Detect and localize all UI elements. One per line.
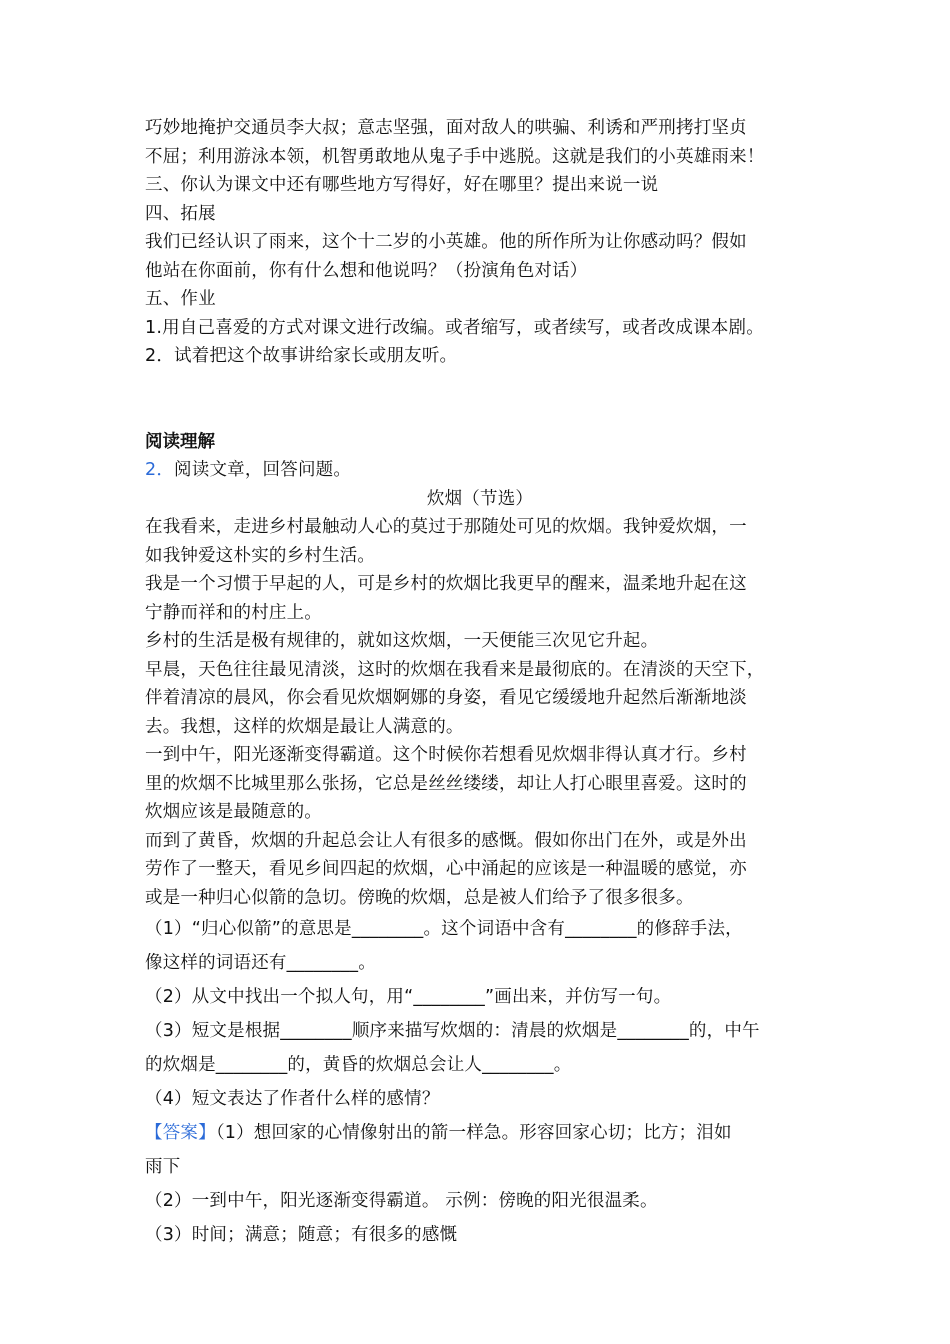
answer-tag: 【答案】: [145, 1123, 216, 1143]
answer-line: （3）时间；满意；随意；有很多的感慨: [145, 1225, 458, 1245]
sub-question: （1）“归心似箭”的意思是________。这个词语中含有________的修辞手法，: [145, 919, 743, 939]
answer-line: [145, 1116, 815, 1150]
article-line: 炊烟应该是最随意的。: [145, 802, 322, 822]
answer-text: （1）想回家的心情像射出的箭一样急。形容回家心切；比方；泪如: [215, 1123, 732, 1143]
article-line: 或是一种归心似箭的急切。傍晚的炊烟，总是被人们给予了很多很多。: [145, 887, 694, 908]
text-line: 不屈；利用游泳本领，机智勇敢地从鬼子手中逃脱。这就是我们的小英雄雨来！: [145, 146, 765, 167]
article-line: 在我看来，走进乡村最触动人心的莫过于那随处可见的炊烟。我钟爱炊烟，一: [145, 517, 747, 537]
answer-line: （2）一到中午，阳光逐渐变得霸道。 示例：傍晚的阳光很温柔。: [145, 1191, 658, 1211]
reading-heading: 阅读理解: [145, 431, 215, 452]
article-title: 炊烟（节选）: [426, 488, 534, 509]
question-number: 2．: [145, 460, 175, 480]
section-title: 五、作业: [145, 289, 216, 309]
answer-block: [145, 1116, 815, 1252]
text-line: 我们已经认识了雨来，这个十二岁的小英雄。他的所作所为让你感动吗？假如: [145, 232, 747, 252]
article-line: 乡村的生活是极有规律的，就如这炊烟，一天便能三次见它升起。: [145, 631, 659, 651]
reading-section: [145, 428, 815, 1253]
article-line: 我是一个习惯于早起的人，可是乡村的炊烟比我更早的醒来，温柔地升起在这: [145, 574, 747, 594]
article-line: 里的炊烟不比城里那么张扬，它总是丝丝缕缕，却让人打心眼里喜爱。这时的: [145, 773, 747, 794]
article-line: 如我钟爱这朴实的乡村生活。: [145, 545, 376, 566]
sub-questions: [145, 912, 815, 1116]
question-prompt-text: 阅读文章，回答问题。: [174, 460, 352, 480]
article-line: 宁静而祥和的村庄上。: [145, 602, 322, 623]
sub-question: （2）从文中找出一个拟人句，用“________”画出来，并仿写一句。: [145, 987, 672, 1007]
article-line: 一到中午，阳光逐渐变得霸道。这个时候你若想看见炊烟非得认真才行。乡村: [145, 745, 747, 765]
text-line: 他站在你面前，你有什么想和他说吗？（扮演角色对话）: [145, 260, 588, 281]
article-line: 去。我想，这样的炊烟是最让人满意的。: [145, 716, 464, 737]
answer-line: 雨下: [145, 1157, 181, 1177]
article-line: 而到了黄昏，炊烟的升起总会让人有很多的感慨。假如你出门在外，或是外出: [145, 830, 747, 851]
sub-question: 的炊烟是________的，黄昏的炊烟总会让人________。: [145, 1055, 572, 1075]
homework-item: 2．试着把这个故事讲给家长或朋友听。: [145, 346, 458, 366]
article-line: 早晨，天色往往最见清淡，这时的炊烟在我看来是最彻底的。在清淡的天空下，: [145, 659, 765, 680]
text-line: 三、你认为课文中还有哪些地方写得好，好在哪里？提出来说一说: [145, 175, 659, 195]
document-page: [145, 114, 815, 1252]
article-body: [145, 513, 815, 912]
sub-question: 像这样的词语还有________。: [145, 953, 376, 973]
question-prompt: [145, 456, 815, 485]
text-line: 巧妙地掩护交通员李大叔；意志坚强，面对敌人的哄骗、利诱和严刑拷打坚贞: [145, 118, 747, 138]
section-title: 四、拓展: [145, 203, 216, 224]
article-line: 伴着清凉的晨风，你会看见炊烟婀娜的身姿，看见它缓缓地升起然后渐渐地淡: [145, 688, 747, 708]
article-line: 劳作了一整天，看见乡间四起的炊烟，心中涌起的应该是一种温暖的感觉，亦: [145, 859, 747, 879]
sub-question: （4）短文表达了作者什么样的感情？: [145, 1089, 440, 1109]
sub-question: （3）短文是根据________顺序来描写炊烟的：清晨的炊烟是________的，中午: [145, 1021, 760, 1041]
homework-item: 1.用自己喜爱的方式对课文进行改编。或者缩写，或者续写，或者改成课本剧。: [145, 317, 764, 338]
lesson-plan-section: [145, 114, 815, 371]
